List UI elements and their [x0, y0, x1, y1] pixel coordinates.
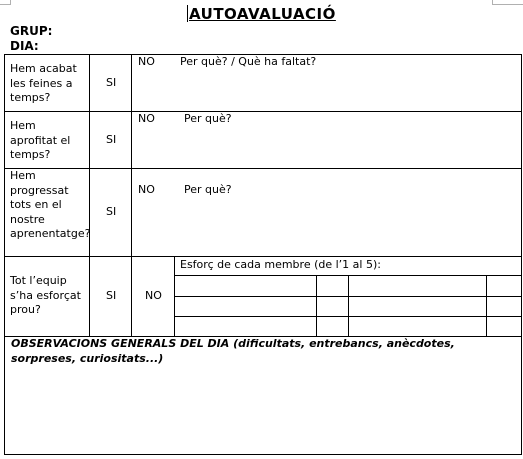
row-divider: [4, 256, 522, 257]
why-prompt-1: Per què? / Què ha faltat?: [180, 55, 317, 68]
text-cursor: [187, 5, 188, 22]
effort-grid-line: [316, 275, 317, 336]
no-option-2: NO: [138, 112, 155, 125]
no-option-3: NO: [138, 183, 155, 196]
effort-label: Esforç de cada membre (de l’1 al 5):: [180, 258, 381, 271]
observations-heading: OBSERVACIONS GENERALS DEL DIA (dificultats, entrebancs, anècdotes, sorpreses, curiositats...): [11, 337, 455, 365]
column-divider: [131, 54, 132, 336]
page-corner-mark: [492, 0, 523, 5]
grup-label: GRUP:: [10, 24, 53, 38]
no-option-4: NO: [145, 289, 162, 302]
si-option-3: SI: [106, 205, 117, 218]
question-3: Hem progressat tots en el nostre aprenentatge?: [10, 169, 91, 240]
effort-grid-line: [486, 275, 487, 336]
no-option-1: NO: [138, 55, 155, 68]
why-prompt-2: Per què?: [184, 112, 232, 125]
document-title: AUTOAVALUACIÓ: [189, 5, 336, 23]
question-4: Tot l’equip s’ha esforçat prou?: [10, 274, 81, 316]
evaluation-table: [4, 54, 522, 455]
row-divider: [4, 168, 522, 169]
question-2: Hem aprofitat el temps?: [10, 119, 71, 161]
why-prompt-3: Per què?: [184, 183, 232, 196]
dia-label: DIA:: [10, 39, 39, 53]
question-1: Hem acabat les feines a temps?: [10, 62, 77, 104]
si-option-2: SI: [106, 133, 117, 146]
effort-grid-line: [348, 275, 349, 336]
si-option-1: SI: [106, 76, 117, 89]
page-corner-mark: [0, 0, 11, 5]
column-divider: [89, 54, 90, 336]
row-divider: [4, 111, 522, 112]
si-option-4: SI: [106, 289, 117, 302]
